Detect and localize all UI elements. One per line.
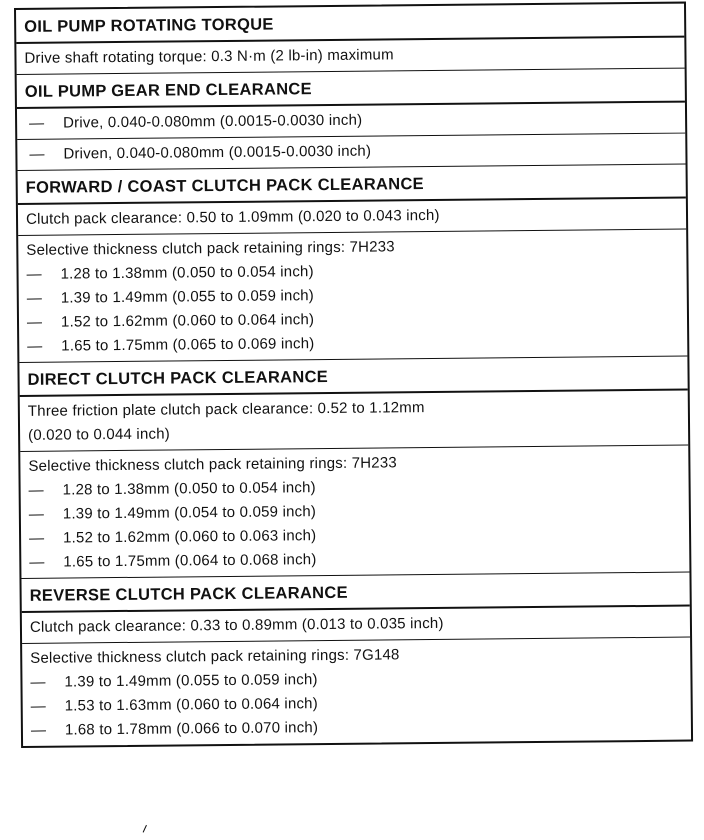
ring-size: 1.68 to 1.78mm (0.066 to 0.070 inch): [64, 719, 319, 739]
rings-intro: Selective thickness clutch pack retaining rings: 7G148: [30, 646, 400, 667]
spec-text: (0.020 to 0.044 inch): [28, 425, 170, 444]
spec-text: Three friction plate clutch pack clearance: 0.52 to 1.12mm: [27, 399, 425, 420]
section-header-oil-pump-gear-end-clearance: OIL PUMP GEAR END CLEARANCE: [17, 69, 685, 109]
dash-mark: —: [29, 529, 45, 547]
rings-block: [18, 230, 687, 363]
dash-mark: —: [30, 721, 47, 739]
ring-size: 1.65 to 1.75mm (0.065 to 0.069 inch): [61, 335, 315, 355]
ring-item: [29, 545, 681, 575]
section-header-reverse-clutch-pack-clearance: REVERSE CLUTCH PACK CLEARANCE: [21, 573, 689, 613]
spec-text: Clutch pack clearance: 0.50 to 1.09mm (0.020 to 0.043 inch): [25, 206, 440, 228]
spec-text: Drive shaft rotating torque: 0.3 N·m (2 lb-in) maximum: [24, 46, 394, 67]
ring-size: 1.52 to 1.62mm (0.060 to 0.064 inch): [60, 311, 315, 331]
ring-size: 1.65 to 1.75mm (0.064 to 0.068 inch): [63, 551, 317, 571]
ring-size: 1.52 to 1.62mm (0.060 to 0.063 inch): [63, 527, 317, 547]
spec-text: [25, 137, 677, 167]
dash-mark: —: [26, 265, 42, 283]
ring-size: 1.28 to 1.38mm (0.050 to 0.054 inch): [62, 479, 316, 499]
dash-mark: —: [29, 553, 45, 571]
ring-item: [27, 329, 679, 359]
dash-mark: —: [27, 337, 43, 355]
ring-size: 1.39 to 1.49mm (0.055 to 0.059 inch): [60, 287, 315, 307]
spec-value: Drive, 0.040-0.080mm (0.0015-0.0030 inch): [63, 111, 363, 132]
spec-value: Driven, 0.040-0.080mm (0.0015-0.0030 inch): [63, 142, 372, 163]
section-header-oil-pump-rotating-torque: OIL PUMP ROTATING TORQUE: [16, 4, 684, 44]
spec-text: [25, 106, 677, 136]
dash-mark: —: [29, 145, 45, 163]
ring-size: 1.39 to 1.49mm (0.055 to 0.059 inch): [64, 671, 318, 691]
spec-text: Clutch pack clearance: 0.33 to 0.89mm (0.013 to 0.035 inch): [29, 614, 444, 636]
dash-mark: —: [29, 114, 45, 132]
specification-table: [14, 2, 693, 748]
ring-size: 1.39 to 1.49mm (0.054 to 0.059 inch): [62, 503, 317, 523]
rings-intro: Selective thickness clutch pack retaining rings: 7H233: [28, 454, 397, 475]
section-header-forward-coast-clutch-pack-clearance: FORWARD / COAST CLUTCH PACK CLEARANCE: [18, 165, 686, 205]
rings-block: [20, 446, 689, 579]
dash-mark: —: [26, 289, 43, 307]
rings-block: [22, 638, 691, 746]
spec-row: [20, 391, 688, 452]
dash-mark: —: [30, 673, 46, 691]
dash-mark: —: [30, 697, 46, 715]
scan-mark: [143, 825, 153, 835]
ring-size: 1.28 to 1.38mm (0.050 to 0.054 inch): [60, 263, 314, 283]
ring-size: 1.53 to 1.63mm (0.060 to 0.064 inch): [64, 695, 318, 715]
section-header-direct-clutch-pack-clearance: DIRECT CLUTCH PACK CLEARANCE: [19, 357, 687, 397]
ring-item: [31, 713, 683, 743]
dash-mark: —: [28, 505, 45, 523]
rings-intro: Selective thickness clutch pack retaining rings: 7H233: [26, 238, 395, 259]
dash-mark: —: [26, 313, 43, 331]
dash-mark: —: [28, 481, 44, 499]
